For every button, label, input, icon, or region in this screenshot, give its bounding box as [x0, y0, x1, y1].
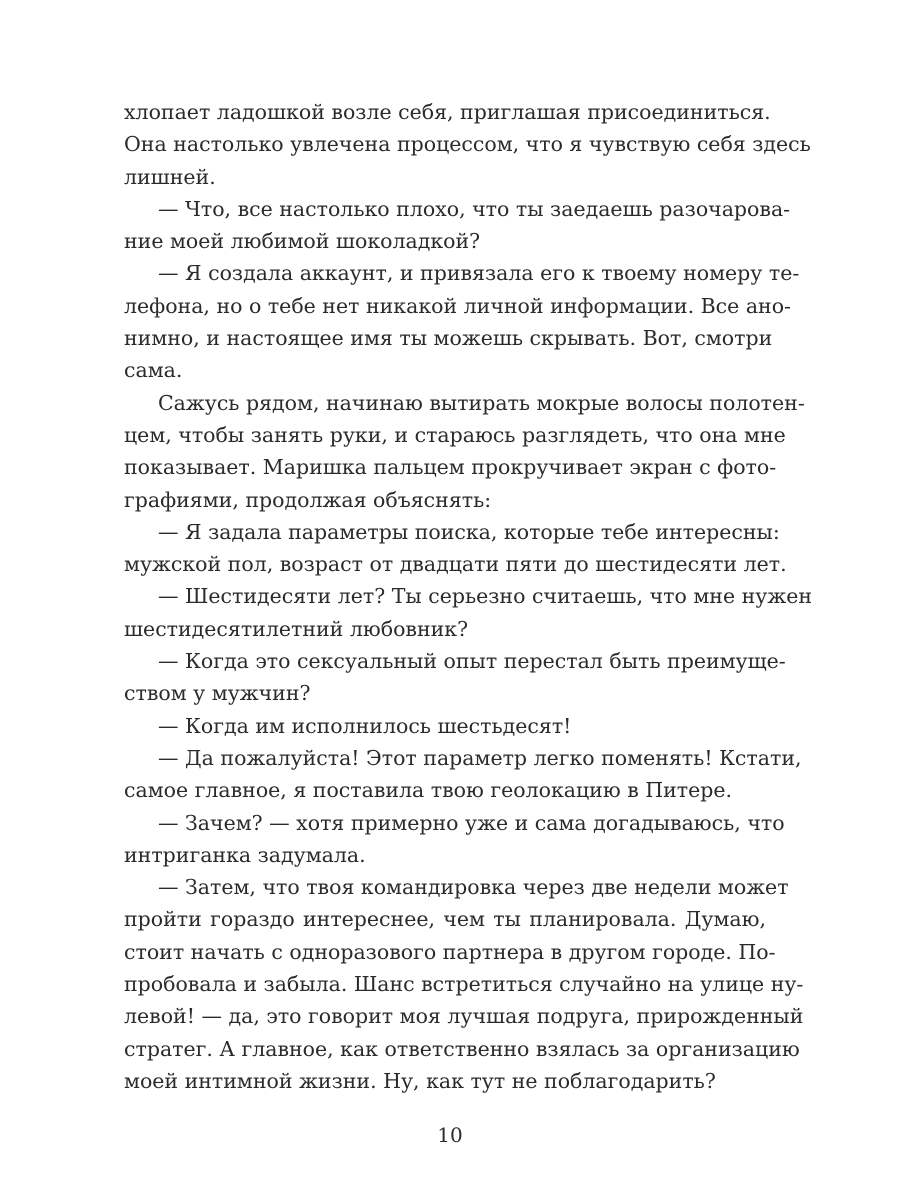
text-line: левой! — да, это говорит моя лучшая подруга, прирожденный — [124, 1004, 804, 1029]
text-line: — Когда им исполнилось шестьдесят! — [158, 713, 572, 738]
text-line: Сажусь рядом, начинаю вытирать мокрые волосы полотен- — [158, 390, 805, 415]
text-line: стоит начать с одноразового партнера в другом городе. По- — [124, 939, 776, 964]
text-line: — Я задала параметры поиска, которые тебе интересны: — [158, 519, 780, 544]
text-line: лишней. — [124, 164, 216, 189]
text-line: — Когда это сексуальный опыт перестал быть преимуще- — [158, 649, 786, 674]
text-line: — Я создала аккаунт, и привязала его к твоему номеру те- — [158, 261, 800, 286]
text-line: самое главное, я поставила твою геолокацию в Питере. — [124, 778, 733, 803]
text-line: интриганка задумала. — [124, 842, 366, 867]
body-text — [124, 96, 812, 1097]
text-line: показывает. Маришка пальцем прокручивает экран с фото- — [124, 455, 777, 480]
text-line: стратег. А главное, как ответственно взялась за организацию — [124, 1036, 800, 1061]
text-line: — Затем, что твоя командировка через две недели может — [158, 875, 789, 900]
text-line: цем, чтобы занять руки, и стараюсь разглядеть, что она мне — [124, 422, 786, 447]
text-line: — Да пожалуйста! Этот параметр легко поменять! Кстати, — [158, 745, 802, 770]
text-line: лефона, но о тебе нет никакой личной информации. Все ано- — [124, 293, 791, 318]
text-line: моей интимной жизни. Ну, как тут не поблагодарить? — [124, 1068, 716, 1093]
text-line: графиями, продолжая объяснять: — [124, 487, 492, 512]
text-line: мужской пол, возраст от двадцати пяти до шестидесяти лет. — [124, 552, 787, 577]
text-line: — Что, все настолько плохо, что ты заедаешь разочарова- — [158, 196, 791, 221]
text-line: ством у мужчин? — [124, 681, 311, 706]
text-line: ние моей любимой шоколадкой? — [124, 229, 481, 254]
text-line: — Зачем? — хотя примерно уже и сама догадываюсь, что — [158, 810, 785, 835]
text-line: пройти гораздо интереснее, чем ты планировала. Думаю, — [124, 907, 766, 932]
text-line: нимно, и настоящее имя ты можешь скрывать. Вот, смотри — [124, 326, 773, 351]
text-line: хлопает ладошкой возле себя, приглашая присоединиться. — [124, 100, 771, 124]
text-line: пробовала и забыла. Шанс встретиться случайно на улице ну- — [124, 972, 804, 997]
text-line: шестидесятилетний любовник? — [124, 616, 469, 641]
page-number: 10 — [437, 1123, 463, 1147]
text-line: Она настолько увлечена процессом, что я чувствую себя здесь — [124, 132, 811, 157]
text-line: — Шестидесяти лет? Ты серьезно считаешь, что мне нужен — [158, 584, 812, 609]
text-line: сама. — [124, 358, 183, 383]
